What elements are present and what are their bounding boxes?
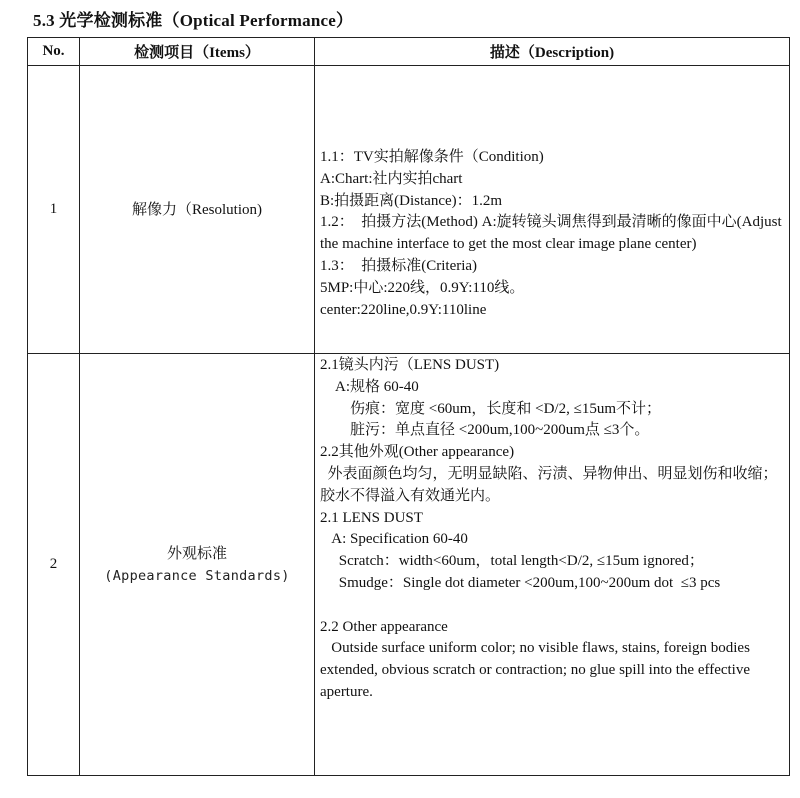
description-line: 外表面颜色均匀，无明显缺陷、污渍、异物伸出、明显划伤和收缩；胶水不得溢入有效通光内。: [320, 465, 778, 504]
description-line: B:拍摄距离(Distance)：1.2m: [320, 192, 503, 209]
description-line: 2.2 Other appearance: [320, 618, 448, 635]
row-number: 2: [28, 354, 80, 776]
optical-performance-table: [27, 37, 790, 776]
row-number: 1: [28, 66, 80, 354]
description-line: A:规格 60-40: [320, 378, 419, 395]
description-line: Smudge：Single dot diameter <200um,100~200um dot ≤3 pcs: [320, 574, 721, 591]
row-description: [315, 354, 790, 776]
table-row: [28, 66, 790, 354]
description-line: 脏污：单点直径 <200um,100~200um点 ≤3个。: [320, 422, 650, 439]
description-line: 2.1 LENS DUST: [320, 509, 423, 526]
description-line: [320, 595, 783, 617]
header-items: 检测项目（Items）: [80, 38, 315, 66]
header-no: No.: [28, 38, 80, 66]
row-description: [315, 66, 790, 354]
item-label: 解像力（Resolution): [132, 201, 262, 218]
item-label: 外观标准: [166, 545, 227, 562]
description-line: 1.1：TV实拍解像条件（Condition): [320, 149, 544, 165]
description-line: 2.1镜头内污（LENS DUST): [320, 357, 500, 373]
row-item: [80, 354, 315, 776]
description-lines: [320, 355, 783, 704]
description-line: 伤痕：宽度 <60um，长度和 <D/2, ≤15um不计；: [320, 400, 661, 417]
description-line: Scratch：width<60um，total length<D/2, ≤15um ignored；: [320, 553, 704, 570]
header-description: 描述（Description): [315, 38, 790, 66]
description-line: 1.3： 拍摄标准(Criteria): [320, 257, 478, 274]
description-line: 2.2其他外观(Other appearance): [320, 444, 515, 461]
item-sublabel: (Appearance Standards): [104, 567, 290, 584]
description-line: 5MP:中心:220线，0.9Y:110线。: [320, 279, 525, 296]
description-line: 1.2： 拍摄方法(Method) A:旋转镜头调焦得到最清晰的像面中心(Adjust the machine interface to get the most clear image plane center): [320, 214, 786, 253]
description-lines: [320, 147, 786, 321]
description-line: A:Chart:社内实拍chart: [320, 170, 463, 187]
description-line: A: Specification 60-40: [320, 531, 468, 548]
section-title: 5.3 光学检测标准（Optical Performance）: [33, 11, 354, 30]
table-row: [28, 354, 790, 776]
table-header-row: [28, 38, 790, 66]
description-line: center:220line,0.9Y:110line: [320, 301, 487, 318]
description-line: Outside surface uniform color; no visible flaws, stains, foreign bodies extended, obvious scratch or contraction; no glue spill into the effective aperture.: [320, 640, 754, 700]
row-item: [80, 66, 315, 354]
